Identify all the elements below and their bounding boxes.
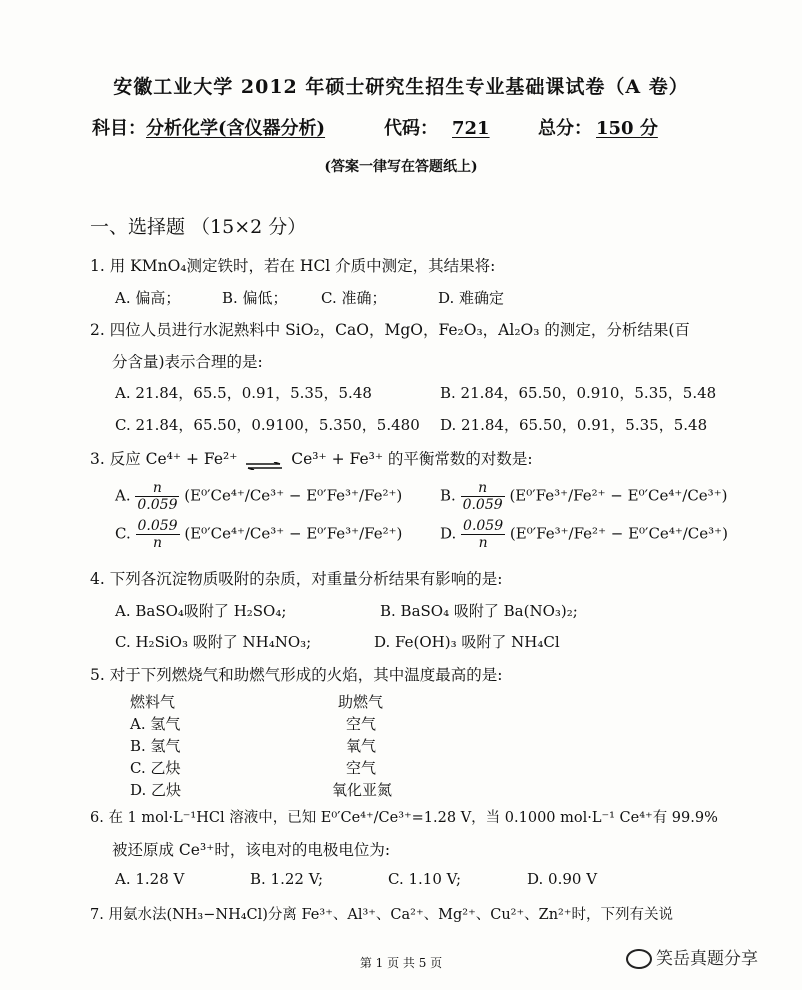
answer-note: (答案一律写在答题纸上) — [324, 159, 478, 175]
page-number: 第 1 页 共 5 页 — [359, 956, 443, 970]
question-2-stem-line2: 分含量)表示合理的是: — [112, 353, 263, 371]
q3-b-fraction: $\frac{n}{0.059}$ — [462, 480, 503, 513]
q6-option-b: B. 1.22 V; — [250, 870, 324, 888]
q3-option-c: C. $\frac{0.059}{n}$ (E⁰′Ce⁴⁺/Ce³⁺ − E⁰′Fe³⁺/Fe²⁺) — [115, 518, 403, 551]
q3-option-b: B. $\frac{n}{0.059}$ (E⁰′Fe³⁺/Fe²⁺ − E⁰′Ce⁴⁺/Ce³⁺) — [440, 480, 728, 513]
question-6-stem-line1: 6. 在 1 mol·L⁻¹HCl 溶液中，已知 E⁰′Ce⁴⁺/Ce³⁺=1.28 V，当 0.1000 mol·L⁻¹ Ce⁴⁺有 99.9% — [90, 810, 718, 826]
q5-col-fuel: 燃料气 — [130, 693, 176, 711]
watermark — [626, 944, 758, 969]
q3-option-a: A. $\frac{n}{0.059}$ (E⁰′Ce⁴⁺/Ce³⁺ − E⁰′Fe³⁺/Fe²⁺) — [115, 480, 403, 513]
question-1-stem: 1. 用 KMnO₄测定铁时，若在 HCl 介质中测定，其结果将: — [90, 257, 496, 275]
question-3-stem — [90, 447, 533, 469]
q1-option-d: D. 难确定 — [438, 289, 505, 307]
subject-line — [92, 114, 325, 140]
q5-col-oxidant: 助燃气 — [338, 693, 384, 711]
q2-option-b: B. 21.84，65.50，0.910，5.35，5.48 — [440, 384, 717, 402]
q1-option-c: C. 准确； — [321, 289, 387, 307]
q5-row-b-fuel: B. 氢气 — [130, 737, 181, 755]
wechat-icon — [626, 949, 652, 969]
equilibrium-arrow-icon — [246, 456, 282, 464]
q5-row-b-oxidant: 氧气 — [346, 737, 377, 755]
q5-row-a-oxidant: 空气 — [346, 715, 377, 733]
q5-row-a-fuel: A. 氢气 — [130, 715, 181, 733]
q3-d-expression: (E⁰′Fe³⁺/Fe²⁺ − E⁰′Ce⁴⁺/Ce³⁺) — [509, 524, 728, 543]
q3-stem-suffix: Ce³⁺ + Fe³⁺ 的平衡常数的对数是: — [291, 450, 533, 468]
subject-value: 分析化学(含仪器分析) — [146, 118, 326, 139]
q5-row-d-fuel: D. 乙炔 — [130, 781, 182, 799]
q5-row-c-fuel: C. 乙炔 — [130, 759, 181, 777]
question-7-stem: 7. 用氨水法(NH₃−NH₄Cl)分离 Fe³⁺、Al³⁺、Ca²⁺、Mg²⁺、Cu²⁺、Zn²⁺时，下列有关说 — [90, 907, 674, 923]
q4-option-a: A. BaSO₄吸附了 H₂SO₄; — [115, 602, 287, 620]
q3-b-expression: (E⁰′Fe³⁺/Fe²⁺ − E⁰′Ce⁴⁺/Ce³⁺) — [509, 486, 728, 505]
q3-stem-prefix: 3. 反应 Ce⁴⁺ + Fe²⁺ — [90, 450, 238, 468]
q3-c-expression: (E⁰′Ce⁴⁺/Ce³⁺ − E⁰′Fe³⁺/Fe²⁺) — [184, 524, 403, 543]
question-6-stem-line2: 被还原成 Ce³⁺时，该电对的电极电位为: — [112, 841, 391, 859]
q3-c-fraction: $\frac{0.059}{n}$ — [137, 518, 178, 551]
q2-option-d: D. 21.84，65.50，0.91，5.35，5.48 — [440, 416, 708, 434]
score-label: 总分： — [538, 118, 592, 139]
code-value: 721 — [452, 118, 490, 139]
section-title: 一、选择题 （15×2 分） — [90, 216, 307, 238]
watermark-text: 笑岳真题分享 — [656, 949, 758, 969]
q4-option-b: B. BaSO₄ 吸附了 Ba(NO₃)₂; — [380, 602, 578, 620]
q4-option-d: D. Fe(OH)₃ 吸附了 NH₄Cl — [374, 633, 560, 651]
q5-row-c-oxidant: 空气 — [346, 759, 377, 777]
question-5-stem: 5. 对于下列燃烧气和助燃气形成的火焰，其中温度最高的是: — [90, 666, 503, 684]
q2-option-c: C. 21.84，65.50，0.9100，5.350，5.480 — [115, 416, 420, 434]
exam-title: 安徽工业大学 2012 年硕士研究生招生专业基础课试卷（A 卷） — [113, 76, 689, 98]
q3-option-d: D. $\frac{0.059}{n}$ (E⁰′Fe³⁺/Fe²⁺ − E⁰′Ce⁴⁺/Ce³⁺) — [440, 518, 728, 551]
q1-option-a: A. 偏高； — [115, 289, 181, 307]
score-value: 150 分 — [596, 118, 658, 139]
q1-option-b: B. 偏低； — [222, 289, 288, 307]
q6-option-d: D. 0.90 V — [527, 870, 598, 888]
subject-label: 科目： — [92, 118, 146, 139]
question-4-stem: 4. 下列各沉淀物质吸附的杂质，对重量分析结果有影响的是: — [90, 570, 503, 588]
code-label: 代码： — [384, 118, 438, 139]
q3-d-fraction: $\frac{0.059}{n}$ — [463, 518, 504, 551]
q4-option-c: C. H₂SiO₃ 吸附了 NH₄NO₃; — [115, 633, 312, 651]
q6-option-c: C. 1.10 V; — [388, 870, 462, 888]
q2-option-a: A. 21.84，65.5，0.91，5.35，5.48 — [115, 384, 372, 402]
q3-a-fraction: $\frac{n}{0.059}$ — [137, 480, 178, 513]
q6-option-a: A. 1.28 V — [115, 870, 185, 888]
score-line — [538, 114, 662, 140]
question-2-stem-line1: 2. 四位人员进行水泥熟料中 SiO₂，CaO，MgO，Fe₂O₃，Al₂O₃ 的测定，分析结果(百 — [90, 321, 690, 339]
code-line — [384, 114, 504, 140]
q5-row-d-oxidant: 氧化亚氮 — [332, 781, 393, 799]
q3-a-expression: (E⁰′Ce⁴⁺/Ce³⁺ − E⁰′Fe³⁺/Fe²⁺) — [184, 486, 403, 505]
